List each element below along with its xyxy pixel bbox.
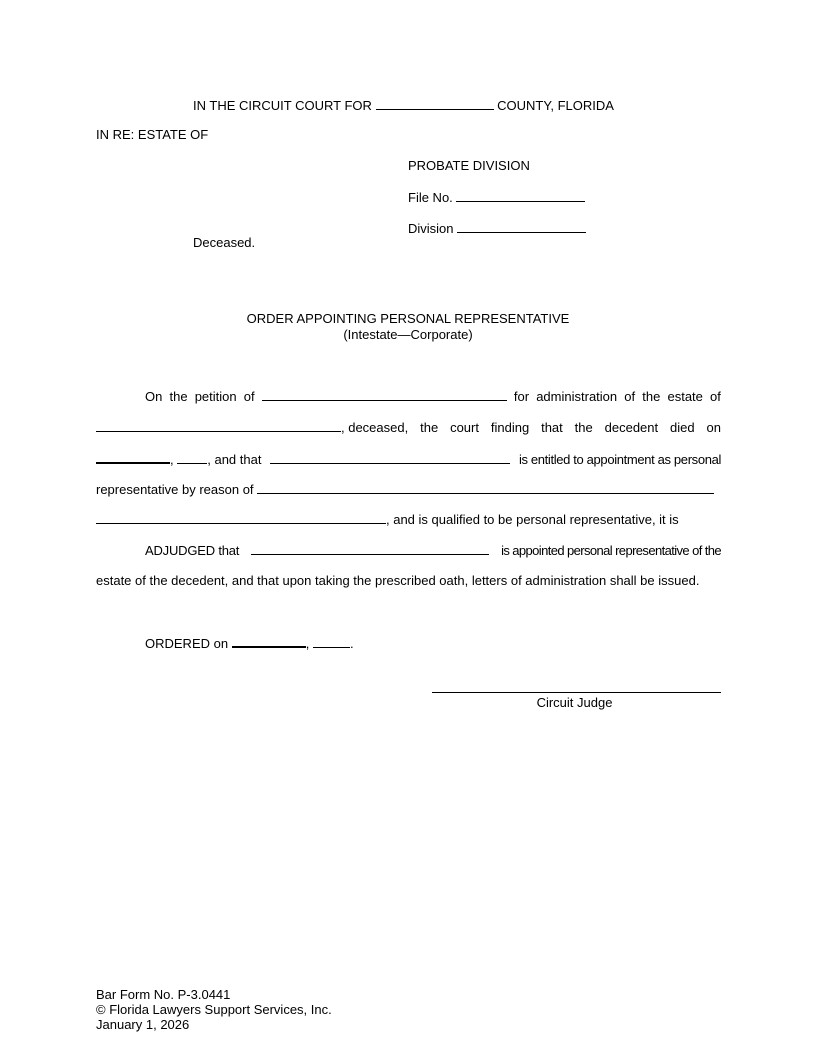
county-blank[interactable] [376, 97, 494, 110]
word: of [624, 389, 636, 404]
decedent-name-group [96, 419, 408, 436]
body-line-2 [96, 419, 721, 436]
circuit-judge-label: Circuit Judge [536, 695, 613, 710]
division-label: Division [408, 221, 454, 236]
word: the [574, 420, 593, 435]
body-line-5 [96, 511, 679, 528]
death-date-group [96, 450, 261, 468]
reason-label: representative by reason of [96, 482, 254, 497]
file-no-label: File No. [408, 190, 453, 205]
file-no-row [408, 189, 585, 206]
word: , and that [207, 452, 262, 467]
qualified-text: , and is qualified to be personal representative, it is [386, 512, 679, 527]
form-number: Bar Form No. P-3.0441 [96, 987, 231, 1002]
court-suffix: COUNTY, FLORIDA [497, 98, 614, 113]
ordered-year-blank[interactable] [313, 635, 350, 648]
period: . [349, 636, 354, 651]
body-line-3 [96, 450, 721, 468]
judge-signature-line[interactable] [432, 692, 721, 693]
form-date: January 1, 2026 [96, 1017, 190, 1032]
word: on [706, 420, 721, 435]
word: that [541, 420, 563, 435]
word: the [420, 420, 439, 435]
comma: , [170, 452, 174, 467]
word: the [642, 389, 661, 404]
petitioner-blank[interactable] [262, 388, 507, 401]
body-line-4 [96, 481, 714, 498]
deceased-label: Deceased. [193, 235, 256, 250]
appointee-blank[interactable] [251, 542, 489, 555]
body-line-7: estate of the decedent, and that upon taking the prescribed oath, letters of administration shall be issued. [96, 573, 700, 588]
ordered-label: ORDERED on [145, 636, 229, 651]
comma: , [305, 636, 310, 651]
word: administration [536, 389, 618, 404]
reason-blank-1[interactable] [257, 481, 714, 494]
entitled-text: is entitled to appointment as personal [518, 452, 721, 467]
order-subtitle: (Intestate—Corporate) [343, 327, 473, 342]
word: , deceased, [341, 420, 409, 435]
word: for [513, 389, 530, 404]
word: of [710, 389, 721, 404]
probate-division-heading: PROBATE DIVISION [408, 158, 530, 173]
word: petition [194, 389, 237, 404]
ordered-line [145, 634, 354, 652]
word: the [169, 389, 188, 404]
decedent-name-blank[interactable] [96, 419, 341, 432]
word: On [145, 389, 163, 404]
reason-blank-2[interactable] [96, 511, 386, 524]
word: court [450, 420, 479, 435]
word: of [243, 389, 255, 404]
court-heading [193, 97, 614, 114]
body-line-1 [145, 388, 721, 405]
death-year-blank[interactable] [177, 451, 207, 464]
word: estate [667, 389, 703, 404]
copyright-notice: © Florida Lawyers Support Services, Inc. [96, 1002, 332, 1017]
in-re-label: IN RE: ESTATE OF [96, 127, 209, 142]
division-blank[interactable] [457, 220, 586, 233]
appointed-text: is appointed personal representative of the [501, 543, 721, 558]
death-date-blank[interactable] [96, 450, 170, 464]
body-line-6 [145, 542, 721, 559]
file-no-blank[interactable] [456, 189, 585, 202]
division-row [408, 220, 586, 237]
order-title: ORDER APPOINTING PERSONAL REPRESENTATIVE [246, 311, 570, 326]
adjudged-label: ADJUDGED that [145, 543, 240, 558]
ordered-date-blank[interactable] [232, 634, 306, 648]
word: decedent [604, 420, 659, 435]
court-prefix: IN THE CIRCUIT COURT FOR [193, 98, 372, 113]
representative-blank[interactable] [270, 451, 510, 464]
word: finding [490, 420, 530, 435]
word: died [670, 420, 695, 435]
